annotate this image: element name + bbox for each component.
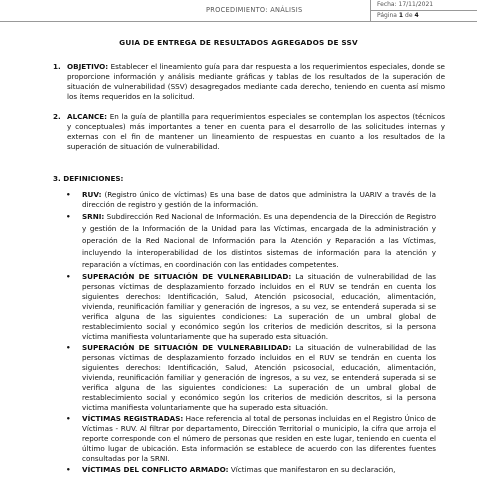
page-number: 1 [398,12,404,19]
section-label: OBJETIVO: [67,62,109,71]
bullet-icon: • [66,414,71,423]
section-alcance [53,112,445,152]
section-body [67,62,445,102]
page-of: de [405,12,413,19]
section-objetivo [53,62,445,102]
header-meta [371,0,477,22]
definitions-heading: 3. DEFINICIONES: [53,174,124,183]
page-prefix: Página [377,12,397,19]
definition-item [66,343,436,413]
definition-item [66,465,436,475]
definition-text: Subdirección Red Nacional de Información. Es una dependencia de la Dirección de Registro y gestión de la Información de la Unidad para las Víctimas, encargada de la administración y operación de la Red Nacional de Información para la Atención y Reparación a las Víctimas, incluyendo la interoperabilidad de los distintos sistemas de información para la atención y reparación a víctimas, en coordinación con las entidades competentes. [82,212,436,269]
definition-item [66,414,436,464]
bullet-icon: • [66,190,71,199]
document-title: GUIA DE ENTREGA DE RESULTADOS AGREGADOS DE SSV [119,38,358,47]
section-text: En la guía de plantilla para requerimientos especiales se contemplan los aspectos (técnicos y conceptuales) más importantes a tener en cuenta para el desarrollo de las solicitudes internas y externas con el fin de mantener un lineamiento de respuestas en cuanto a los resultados de la superación de situación de vulnerabilidad. [67,112,445,151]
definitions-list [66,190,436,476]
definition-term: RUV: [82,190,102,199]
page-total: 4 [414,12,419,19]
definition-text: Víctimas que manifestaron en su declaración, [230,465,396,474]
definition-text: La situación de vulnerabilidad de las personas víctimas de desplazamiento forzado incluidos en el RUV se tendrán en cuenta los siguientes derechos: Identificación, Salud, Atención psicosocial, educación, alimentación, vivienda, reunificación familiar y generación de ingresos, a su vez, se entenderá superada si se verifica alguna de las siguientes condiciones: La superación de un umbral global de restablecimiento social y económico según los criterios de medición descritos, si la persona víctima manifiesta voluntariamente que ha superado esta situación. [82,272,436,341]
definition-term: SRNI: [82,212,105,221]
document-header [0,0,477,22]
header-procedure: PROCEDIMIENTO: ANÁLISIS [206,6,303,14]
definition-term: SUPERACIÓN DE SITUACIÓN DE VULNERABILIDAD: [82,272,292,281]
definition-text: Hace referencia al total de personas incluidas en el Registro Único de Víctimas - RUV. Al filtrar por departamento, Dirección Territorial o municipio, la cifra que arroja el reporte corresponde con el número de personas que residen en este lugar, teniendo en cuenta el último lugar de ubicación. Esta información se establece de acuerdo con las diferentes fuentes consultadas por la SRNI. [82,414,436,463]
section-number: 2. [53,112,61,121]
definition-item [66,190,436,210]
bullet-icon: • [66,272,71,281]
definition-term: VÍCTIMAS REGISTRADAS: [82,414,184,423]
definition-text: (Registro único de víctimas) Es una base de datos que administra la UARIV a través de la dirección de registro y gestión de la información. [82,190,436,209]
definition-text: La situación de vulnerabilidad de las personas víctimas de desplazamiento forzado incluidos en el RUV se tendrán en cuenta los siguientes derechos: Identificación, Salud, Atención psicosocial, educación, alimentación, vivienda, reunificación familiar y generación de ingresos, a su vez, se entenderá superada si se verifica alguna de las siguientes condiciones: La superación de un umbral global de restablecimiento social y económico según los criterios de medición descritos, si la persona victima manifiesta voluntariamente que ha superado esta situación. [82,343,436,412]
definition-term: SUPERACIÓN DE SITUACIÓN DE VULNERABILIDAD: [82,343,292,352]
definition-item [66,211,436,271]
bullet-icon: • [66,465,71,474]
header-procedure-cell [0,0,371,22]
section-body [67,112,445,152]
header-page [371,11,477,22]
section-text: Establecer el lineamiento guía para dar respuesta a los requerimientos especiales, donde se proporcione información y análisis mediante gráficas y tablas de los resultados de la superación de situación de vulnerabilidad (SSV) desagregados mediante cada derecho, teniendo en cuenta así mismo los ítems requeridos en la solicitud. [67,62,445,101]
section-label: ALCANCE: [67,112,108,121]
definition-item [66,272,436,342]
section-number: 1. [53,62,61,71]
definition-term: VÍCTIMAS DEL CONFLICTO ARMADO: [82,465,229,474]
bullet-icon: • [66,343,71,352]
header-date: Fecha: 17/11/2021 [371,0,477,11]
bullet-icon: • [66,212,71,221]
